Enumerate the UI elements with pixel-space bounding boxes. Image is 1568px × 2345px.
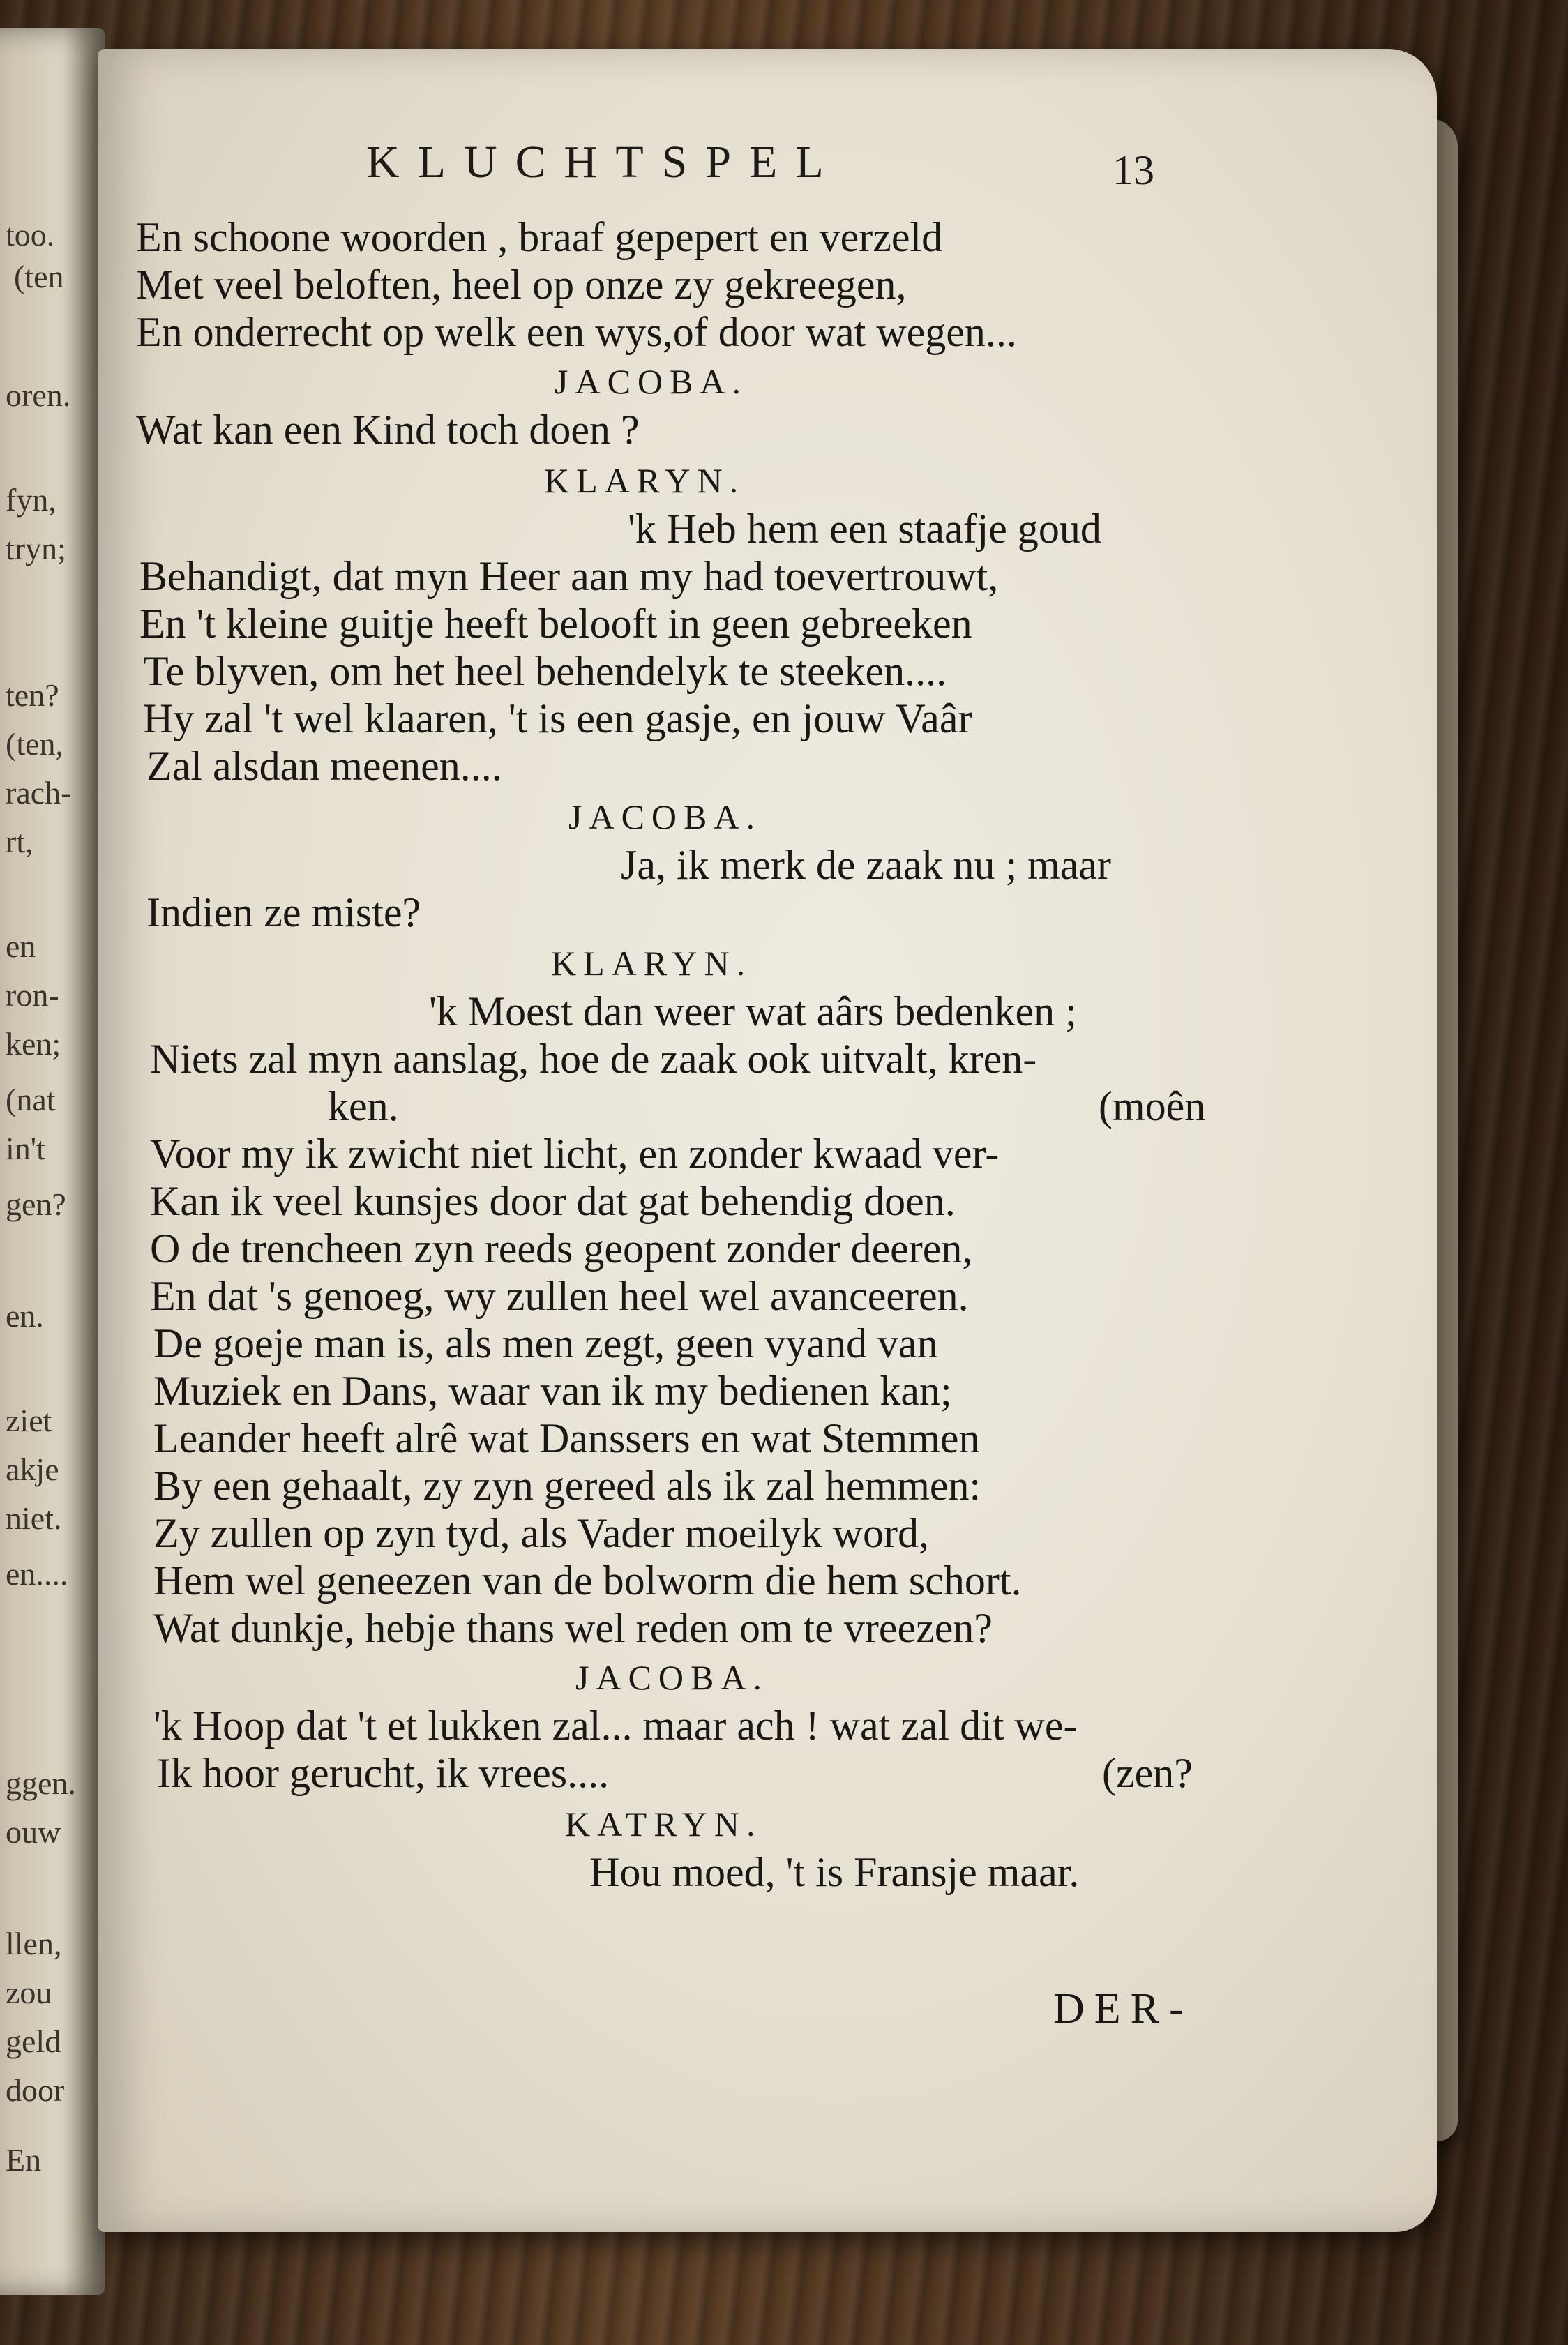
margin-fragment: ten? [6,677,59,713]
margin-fragment: (ten [14,259,64,294]
margin-fragment: tryn; [6,531,66,566]
verse-line: Voor my ik zwicht niet licht, en zonder kwaad ver- [150,1131,1000,1177]
margin-fragment: en. [6,1298,44,1334]
margin-fragment: rt, [6,824,33,859]
speaker-name: JACOBA. [575,1658,769,1697]
margin-fragment: en.... [6,1556,68,1592]
verse-line: Niets zal myn aanslag, hoe de zaak ook uitvalt, kren- [150,1036,1037,1082]
verse-line: Kan ik veel kunsjes door dat gat behendig doen. [150,1178,956,1224]
verse-line: By een gehaalt, zy zyn gereed als ik zal hemmen: [153,1463,981,1509]
verse-line: En 't kleine guitje heeft belooft in geen gebreeken [140,601,972,647]
verse-line: (zen? [1102,1750,1193,1796]
margin-fragment: door [6,2072,65,2108]
margin-fragment: (ten, [6,726,64,762]
speaker-name: KLARYN. [544,461,746,500]
verse-line: Hy zal 't wel klaaren, 't is een gasje, en jouw Vaâr [143,695,972,741]
margin-fragment: too. [6,217,55,252]
verse-line: Hou moed, 't is Fransje maar. [589,1849,1080,1895]
speaker-name: JACOBA. [555,362,748,401]
running-head: KLUCHTSPEL [366,137,842,188]
verse-line: ken. [328,1083,399,1129]
verse-line: Wat dunkje, hebje thans wel reden om te vreezen? [153,1605,993,1651]
margin-fragment: (nat [6,1082,56,1117]
catchword: DER- [1053,1985,1193,2033]
verse-line: O de trencheen zyn reeds geopent zonder deeren, [150,1226,973,1272]
verse-line: Ja, ik merk de zaak nu ; maar [621,842,1112,888]
verse-line: Wat kan een Kind toch doen ? [136,407,640,453]
verse-line: Ik hoor gerucht, ik vrees.... [157,1750,610,1796]
margin-fragment: zou [6,1975,52,2010]
speaker-name: KLARYN. [551,944,753,983]
left-page-edge [0,28,105,2295]
margin-fragment: in't [6,1131,45,1166]
verse-line: Te blyven, om het heel behendelyk te steeken.... [143,648,947,694]
verse-line: 'k Moest dan weer wat aârs bedenken ; [429,988,1077,1034]
verse-line: Muziek en Dans, waar van ik my bedienen kan; [153,1368,952,1414]
page-number: 13 [1113,147,1154,193]
margin-fragment: en [6,928,36,964]
margin-fragment: oren. [6,377,71,413]
margin-fragment: akje [6,1452,59,1487]
verse-line: (moên [1099,1083,1206,1129]
speaker-name: JACOBA. [568,797,762,836]
verse-line: De goeje man is, als men zegt, geen vyand van [153,1320,938,1366]
verse-line: Leander heeft alrê wat Danssers en wat Stemmen [153,1415,980,1461]
verse-line: Behandigt, dat myn Heer aan my had toevertrouwt, [140,553,999,599]
verse-line: Zy zullen op zyn tyd, als Vader moeilyk word, [153,1510,929,1556]
verse-line: En dat 's genoeg, wy zullen heel wel avanceeren. [150,1273,969,1319]
margin-fragment: ron- [6,977,59,1013]
margin-fragment: ouw [6,1814,61,1850]
verse-line: Zal alsdan meenen.... [146,743,502,789]
margin-fragment: gen? [6,1186,66,1222]
margin-fragment: ziet [6,1403,52,1438]
margin-fragment: fyn, [6,482,56,518]
margin-fragment: ken; [6,1026,61,1062]
speaker-name: KATRYN. [565,1804,762,1843]
margin-fragment: ggen. [6,1765,76,1801]
verse-line: En onderrecht op welk een wys,of door wat wegen... [136,309,1017,355]
verse-line: 'k Hoop dat 't et lukken zal... maar ach ! wat zal dit we- [153,1703,1078,1749]
verse-line: Met veel beloften, heel op onze zy gekreegen, [136,262,907,308]
margin-fragment: niet. [6,1500,62,1536]
margin-fragment: En [6,2142,42,2178]
margin-fragment: llen, [6,1926,62,1961]
verse-line: Hem wel geneezen van de bolworm die hem schort. [153,1558,1022,1604]
verse-line: Indien ze miste? [146,889,421,935]
margin-fragment: geld [6,2023,61,2059]
verse-line: 'k Heb hem een staafje goud [628,506,1101,552]
verse-line: En schoone woorden , braaf gepepert en verzeld [136,214,943,260]
margin-fragment: rach- [6,775,72,810]
